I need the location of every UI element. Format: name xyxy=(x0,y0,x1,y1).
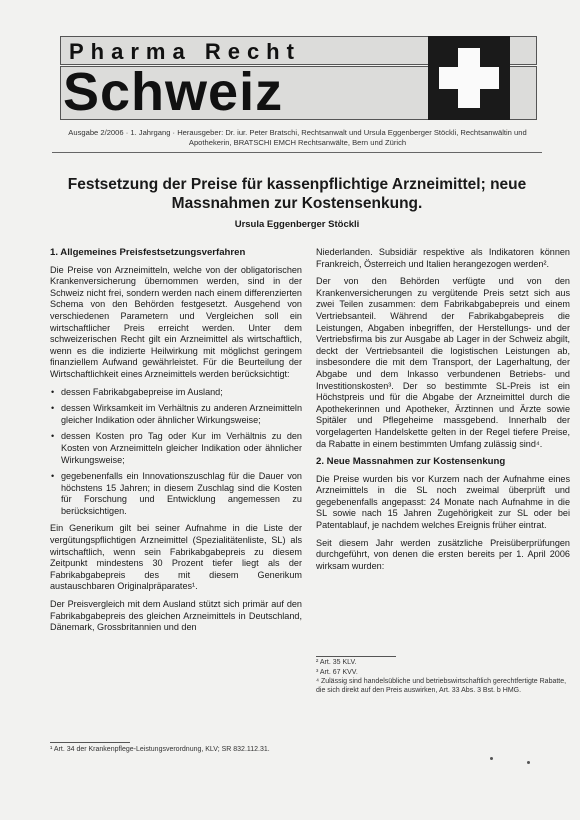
article-author: Ursula Eggenberger Stöckli xyxy=(234,219,360,230)
footnote: ³ Art. 67 KVV. xyxy=(316,668,358,676)
scan-speck xyxy=(527,761,530,764)
masthead-title-main: Schweiz xyxy=(63,62,284,122)
paragraph: Niederlanden. Subsidiär respektive als Indikatoren können Frankreich, Österreich und Italien herangezogen werden². xyxy=(316,247,570,269)
masthead-title-top: Pharma Recht xyxy=(69,39,301,64)
footnote-divider xyxy=(316,656,396,657)
paragraph: Ein Generikum gilt bei seiner Aufnahme in die Liste der vergütungspflichtigen Arzneimittel (Spezialitätenliste, SL) als wirtschaftlich, wenn sein Fabrikabgabepreis zu diesem Zeitpunkt mindestens 30 Prozent tiefer liegt als der Fabrikabgabepreis des mit diesem Generikum austauschbaren Originalpräparates¹. xyxy=(50,523,302,592)
list-item: • gegebenenfalls ein Innovationszuschlag für die Dauer von höchstens 15 Jahren; in diesem Zuschlag sind die Kosten für Forschung und Entwicklung angemessen zu berücksichtigen. xyxy=(50,471,302,517)
footnote-divider xyxy=(50,742,130,743)
section-heading-1: 1. Allgemeines Preisfestsetzungsverfahren xyxy=(50,247,246,258)
paragraph: Die Preise wurden bis vor Kurzem nach der Aufnahme eines Arzneimittels in die SL noch zweimal überprüft und gegebenenfalls angepasst: 24 Monate nach Aufnahme in die SL sowie nach 15 Jahren Zugehörigkeit zur SL oder bei Patentablauf, je nachdem welches Ereignis früher eintrat. xyxy=(316,473,570,531)
paragraph: Seit diesem Jahr werden zusätzliche Preisüberprüfungen durchgeführt, von denen die ersten bereits per 1. April 2006 wirksam wurden: xyxy=(316,537,570,571)
criteria-list xyxy=(50,387,302,518)
footnotes-right xyxy=(316,659,570,696)
paragraph: Die Preise von Arzneimitteln, welche von der obligatorischen Krankenversicherung übernommen werden, sind in der Schweiz nicht frei, sondern werden nach einem differenzierten Schema von den Behörden festgesetzt. Ausgehend von verschiedenen Parametern und Vergleichen soll ein wirtschaftlicher Preis erreicht werden. Unter dem schweizerischen Recht gilt ein Arzneimittel als wirtschaftlich, wenn es die indizierte Heilwirkung mit möglichst geringem finanziellem Aufwand gewährleistet. Für die Beurteilung der Wirtschaftlichkeit eines Arzneimittels werden berücksichtigt: xyxy=(50,264,302,379)
article-title: Festsetzung der Preise für kassenpflichtige Arzneimittel; neue Massnahmen zur Kostensenkung. xyxy=(67,176,527,212)
column-left xyxy=(50,247,302,640)
footnote: ⁴ Zulässig sind handelsübliche und betriebswirtschaftlich gerechtfertigte Rabatte, die sich direkt auf den Preis auswirken, Art. 33 Abs. 3 Bst. b HMG. xyxy=(316,678,567,694)
list-item: • dessen Kosten pro Tag oder Kur im Verhältnis zu den Kosten von Arzneimitteln gleicher Indikation oder ähnlicher Wirkungsweise; xyxy=(50,431,302,466)
list-item: • dessen Wirksamkeit im Verhältnis zu anderen Arzneimitteln gleicher Indikation oder ähnlicher Wirkungsweise; xyxy=(50,403,302,426)
masthead xyxy=(60,36,555,124)
paragraph: Der Preisvergleich mit dem Ausland stützt sich primär auf den Fabrikabgabepreis des gleichen Arzneimittels in Deutschland, Dänemark, Grossbritannien und den xyxy=(50,599,302,633)
footnote-left: ¹ Art. 34 der Krankenpflege-Leistungsverordnung, KLV; SR 832.112.31. xyxy=(50,746,270,753)
footnote: ² Art. 35 KLV. xyxy=(316,659,357,666)
scan-speck xyxy=(490,757,493,760)
paragraph: Der von den Behörden verfügte und von den Krankenversicherungen zu vergütende Preis setzt sich aus zwei Teilen zusammen: dem Fabrikabgabepreis und einem Vertriebsanteil. Während der Fabrikabgabepreis die Leistungen, Abgaben inbegriffen, der Herstellungs- und der Vertriebsfirma bis zur Ausgabe ab Lager in der Schweiz abgilt, deckt der Vertriebsanteil die logistischen Leistungen ab, insbesondere die mit dem Transport, der Lagerhaltung, der Abgabe und dem Inkasso verbundenen Betriebs- und Investitionskosten³. Der so bestimmte SL-Preis ist ein Höchstpreis und für die Abgabe der Arzneimittel durch die Apothekerinnen und Apotheker, Ärztinnen und Ärzte sowie Spitäler und Pflegeheime massgebend. Innerhalb der vorgelagerten Handelskette gelten in der Regel tiefere Preise, da Rabatte in einem bestimmten Umfang zulässig sind⁴. xyxy=(316,276,570,449)
section-heading-2: 2. Neue Massnahmen zur Kostensenkung xyxy=(316,456,506,468)
swiss-cross-icon xyxy=(428,36,510,120)
column-right xyxy=(316,247,570,578)
list-item: • dessen Fabrikabgabepreise im Ausland; xyxy=(50,387,302,399)
issue-info: Ausgabe 2/2006 · 1. Jahrgang · Herausgeber: Dr. iur. Peter Bratschi, Rechtsanwalt und Ursula Eggenberger Stöckli, Rechtsanwältin und Apothekerin, BRATSCHI EMCH Rechtsanwälte, Bern und Zürich xyxy=(68,128,527,147)
header-divider xyxy=(52,152,542,153)
